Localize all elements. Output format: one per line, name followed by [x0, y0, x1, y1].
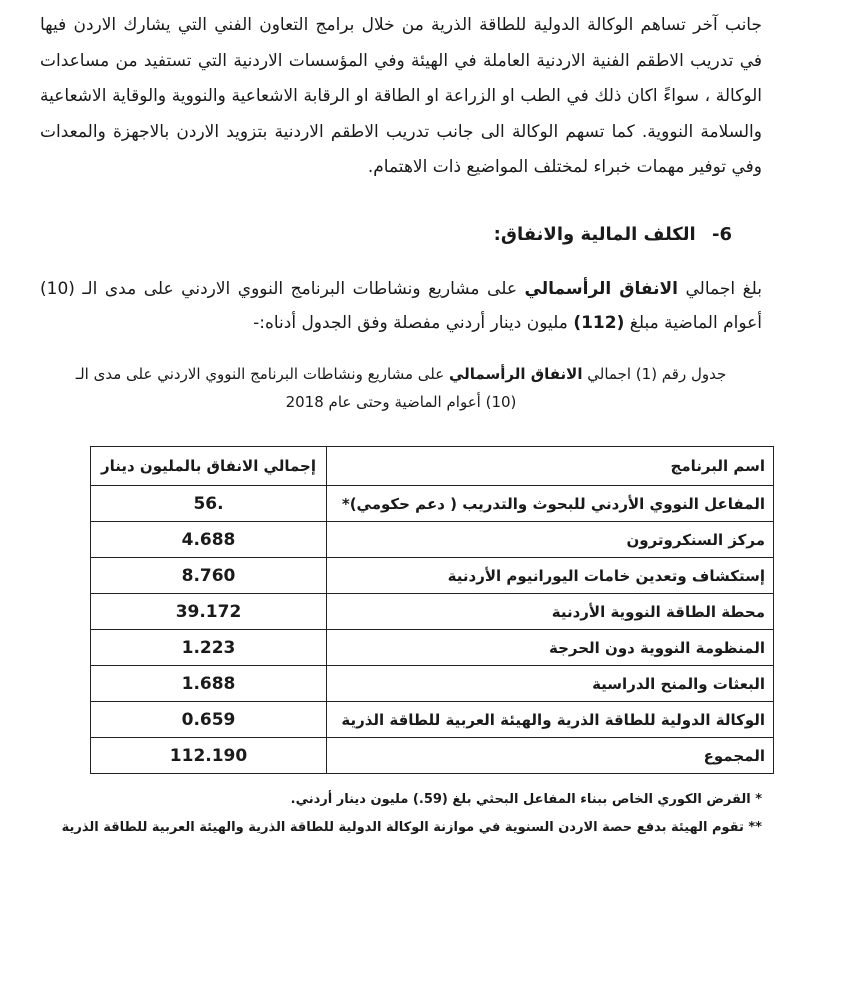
- intro-line: جانب تدريب الاطقم الاردنية بتزويد الاردن بالاجهزة والمعدات وفي توفير مهمات خبراء: [40, 121, 762, 177]
- intro-paragraph: [40, 8, 762, 186]
- table-caption: [40, 360, 762, 416]
- caption-bold: الانفاق الرأسمالي: [448, 365, 583, 383]
- table-row: [91, 522, 774, 558]
- total-label: المجموع: [327, 738, 774, 774]
- program-name: إستكشاف وتعدين خامات اليورانيوم الأردنية: [327, 558, 774, 594]
- program-amount: 1.223: [91, 630, 327, 666]
- program-name: المنظومة النووية دون الحرجة: [327, 630, 774, 666]
- table-total-row: [91, 738, 774, 774]
- intro-line: الاردن فيها في تدريب الاطقم الفنية الاردنية العاملة في الهيئة وفي المؤسسات الاردنية: [40, 15, 762, 71]
- table-row: [91, 594, 774, 630]
- spending-paragraph: [40, 272, 762, 340]
- table-row: [91, 666, 774, 702]
- spending-text-1: بلغ اجمالي: [685, 279, 763, 299]
- table-row: [91, 558, 774, 594]
- spending-text-2: على مشاريع ونشاطات البرنامج النووي الاردني على مدى الـ (10) أعوام الماضية مبلغ: [40, 279, 762, 333]
- intro-line: لمختلف المواضيع ذات الاهتمام.: [367, 157, 589, 177]
- spending-text-3: مليون دينار أردني مفصلة وفق الجدول أدناه:-: [253, 313, 568, 333]
- intro-line: الرقابة الاشعاعية والنووية والوقاية الاشعاعية والسلامة النووية. كما تسهم الوكالة الى: [40, 86, 762, 142]
- header-total-spending: إجمالي الانفاق بالمليون دينار: [91, 447, 327, 486]
- table-row: [91, 486, 774, 522]
- spending-table: [90, 446, 774, 774]
- caption-text-1: جدول رقم (1) اجمالي: [587, 365, 727, 383]
- section-heading: [494, 224, 732, 245]
- caption-text-2: على مشاريع ونشاطات البرنامج النووي الاردني على مدى الـ: [75, 365, 445, 383]
- program-name: المفاعل النووي الأردني للبحوث والتدريب ( دعم حكومي)*: [327, 486, 774, 522]
- program-amount: 4.688: [91, 522, 327, 558]
- program-name: البعثات والمنح الدراسية: [327, 666, 774, 702]
- program-amount: 0.659: [91, 702, 327, 738]
- table-row: [91, 630, 774, 666]
- footnote-iaea-share: ** تقوم الهيئة بدفع حصة الاردن السنوية في موازنة الوكالة الدولية للطاقة الذرية والهيئة العربية للطاقة الذرية: [61, 820, 762, 835]
- program-name: مركز السنكروترون: [327, 522, 774, 558]
- program-name: محطة الطاقة النووية الأردنية: [327, 594, 774, 630]
- spending-bold-2: (112): [573, 313, 625, 333]
- program-amount: 39.172: [91, 594, 327, 630]
- program-amount: 56.: [91, 486, 327, 522]
- caption-line-2: (10) أعوام الماضية وحتى عام 2018: [285, 393, 517, 411]
- table-row: [91, 702, 774, 738]
- intro-line: جانب آخر تساهم الوكالة الدولية للطاقة الذرية من خلال برامج التعاون الفني التي يشارك: [123, 15, 762, 35]
- program-amount: 1.688: [91, 666, 327, 702]
- program-amount: 8.760: [91, 558, 327, 594]
- caption-line-1: [40, 360, 762, 388]
- total-amount: 112.190: [91, 738, 327, 774]
- table-header-row: [91, 447, 774, 486]
- spending-bold-1: الانفاق الرأسمالي: [524, 279, 678, 299]
- header-program-name: اسم البرنامج: [327, 447, 774, 486]
- footnote-korean-loan: * القرض الكوري الخاص ببناء المفاعل البحثي بلغ (59.) مليون دينار أردني.: [290, 792, 762, 807]
- section-number: 6-: [711, 224, 732, 245]
- program-name: الوكالة الدولية للطاقة الذرية والهيئة العربية للطاقة الذرية: [327, 702, 774, 738]
- intro-line: التي تستفيد من مساعدات الوكالة ، سواءً اكان ذلك في الطب او الزراعة او الطاقة او: [40, 50, 763, 106]
- section-title: الكلف المالية والانفاق:: [493, 224, 696, 245]
